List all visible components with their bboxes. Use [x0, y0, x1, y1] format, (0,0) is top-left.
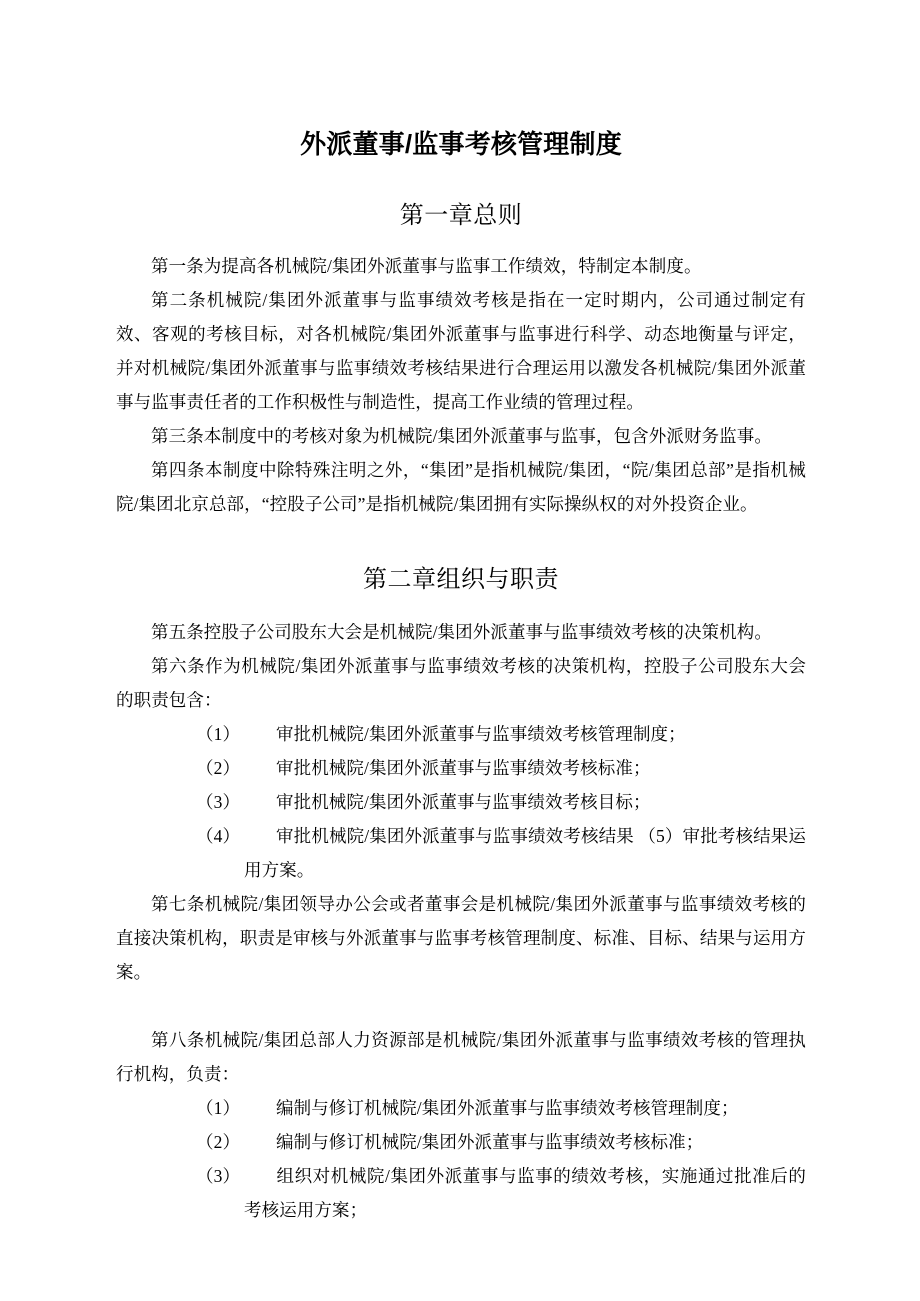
list-item-text: 审批机械院/集团外派董事与监事绩效考核管理制度； [276, 724, 686, 744]
document-body [116, 0, 806, 1227]
article-1-paragraph: 第一条为提高各机械院/集团外派董事与监事工作绩效，特制定本制度。 [151, 256, 702, 276]
article-8-paragraph: 第八条机械院/集团总部人力资源部是机械院/集团外派董事与监事绩效考核的管理执行机构，负责： [116, 1030, 806, 1084]
list-item [116, 751, 806, 785]
list-item-marker: （1） [196, 1098, 241, 1118]
article-6-item-list [116, 717, 806, 887]
list-item-marker: （4） [196, 826, 241, 846]
list-item [116, 1159, 806, 1227]
list-item-text: 编制与修订机械院/集团外派董事与监事绩效考核标准； [276, 1132, 704, 1152]
article-7-paragraph: 第七条机械院/集团领导办公会或者董事会是机械院/集团外派董事与监事绩效考核的直接决策机构，职责是审核与外派董事与监事考核管理制度、标准、目标、结果与运用方案。 [116, 894, 806, 982]
page-title: 外派董事/监事考核管理制度 [300, 129, 622, 159]
article-6-paragraph: 第六条作为机械院/集团外派董事与监事绩效考核的决策机构，控股子公司股东大会的职责包含： [116, 656, 806, 710]
list-item-text: 审批机械院/集团外派董事与监事绩效考核目标； [276, 792, 651, 812]
list-item-text: 编制与修订机械院/集团外派董事与监事绩效考核管理制度； [276, 1098, 739, 1118]
chapter-heading-2: 第二章组织与职责 [363, 567, 559, 593]
article-2-paragraph: 第二条机械院/集团外派董事与监事绩效考核是指在一定时期内，公司通过制定有效、客观的考核目标，对各机械院/集团外派董事与监事进行科学、动态地衡量与评定，并对机械院/集团外派董事与监事绩效考核结果进行合理运用以激发各机械院/集团外派董事与监事责任者的工作积极性与制造性，提高工作业绩的管理过程。 [116, 290, 806, 412]
list-item-text: 审批机械院/集团外派董事与监事绩效考核结果 （5）审批考核结果运用方案。 [244, 826, 806, 880]
list-item-marker: （2） [196, 1132, 241, 1152]
list-item-marker: （1） [196, 724, 241, 744]
list-item-marker: （3） [196, 1166, 241, 1186]
list-item [116, 785, 806, 819]
list-item-text: 组织对机械院/集团外派董事与监事的绩效考核，实施通过批准后的考核运用方案； [244, 1166, 806, 1220]
list-item [116, 819, 806, 887]
article-4-paragraph: 第四条本制度中除特殊注明之外，“集团”是指机械院/集团，“院/集团总部”是指机械院/集团北京总部，“控股子公司”是指机械院/集团拥有实际操纵权的对外投资企业。 [116, 460, 806, 514]
list-item [116, 1091, 806, 1125]
article-8-item-list [116, 1091, 806, 1227]
list-item-marker: （2） [196, 758, 241, 778]
article-5-paragraph: 第五条控股子公司股东大会是机械院/集团外派董事与监事绩效考核的决策机构。 [151, 622, 772, 642]
chapter-heading-1: 第一章总则 [399, 203, 523, 229]
list-item [116, 717, 806, 751]
list-item [116, 1125, 806, 1159]
list-item-marker: （3） [196, 792, 241, 812]
article-3-paragraph: 第三条本制度中的考核对象为机械院/集团外派董事与监事，包含外派财务监事。 [151, 426, 772, 446]
list-item-text: 审批机械院/集团外派董事与监事绩效考核标准； [276, 758, 651, 778]
